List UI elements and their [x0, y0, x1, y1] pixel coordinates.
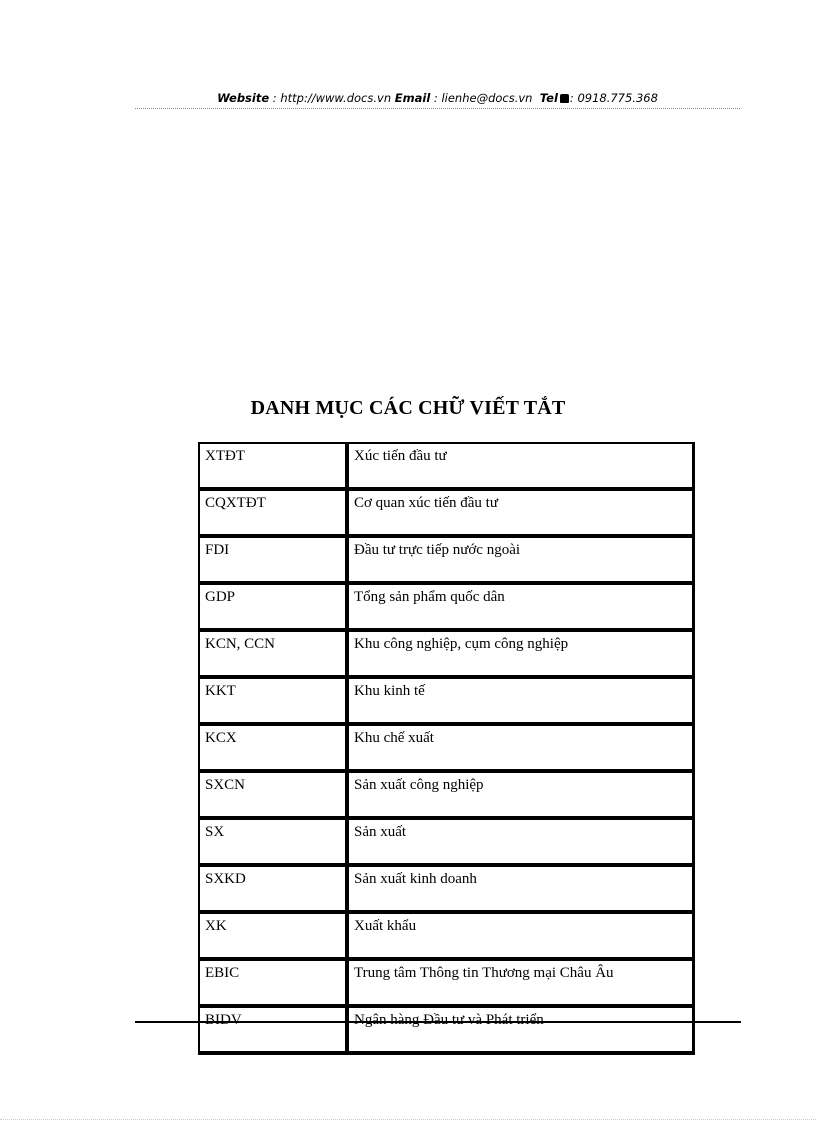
website-url: http://www.docs.vn — [280, 91, 392, 105]
abbreviation-meaning: Khu chế xuất — [348, 725, 694, 772]
table-row — [199, 537, 694, 584]
abbreviation-code: KCN, CCN — [199, 631, 348, 678]
website-separator: : — [269, 91, 281, 105]
abbreviation-table — [198, 442, 695, 1055]
page-header — [135, 88, 740, 109]
abbreviation-code: EBIC — [199, 960, 348, 1007]
abbreviation-code: XTĐT — [199, 443, 348, 490]
footer-rule — [135, 1021, 741, 1023]
email-separator: : — [430, 91, 442, 105]
abbreviation-meaning: Cơ quan xúc tiến đầu tư — [348, 490, 694, 537]
abbreviation-code: FDI — [199, 537, 348, 584]
tel-separator: : — [569, 91, 578, 105]
tel-label: Tel — [539, 91, 558, 105]
tel-value: 0918.775.368 — [577, 91, 658, 105]
abbreviation-meaning: Sản xuất công nghiệp — [348, 772, 694, 819]
table-row — [199, 584, 694, 631]
abbreviation-meaning: Ngân hàng Đầu tư và Phát triển — [348, 1007, 694, 1054]
abbreviation-meaning: Sản xuất — [348, 819, 694, 866]
table-row — [199, 443, 694, 490]
table-row — [199, 725, 694, 772]
abbreviation-code: GDP — [199, 584, 348, 631]
page-bottom-edge — [0, 1119, 816, 1120]
abbreviation-meaning: Khu công nghiệp, cụm công nghiệp — [348, 631, 694, 678]
abbreviation-meaning: Sản xuất kinh doanh — [348, 866, 694, 913]
abbreviation-code: BIDV — [199, 1007, 348, 1054]
email-label: Email — [394, 91, 431, 105]
table-row — [199, 960, 694, 1007]
table-row — [199, 913, 694, 960]
abbreviation-code: XK — [199, 913, 348, 960]
abbreviation-meaning: Tổng sản phẩm quốc dân — [348, 584, 694, 631]
website-label: Website — [217, 91, 270, 105]
table-row — [199, 819, 694, 866]
abbreviation-code: CQXTĐT — [199, 490, 348, 537]
abbreviation-code: KKT — [199, 678, 348, 725]
email-value: lienhe@docs.vn — [441, 91, 533, 105]
abbreviation-meaning: Xuất khẩu — [348, 913, 694, 960]
abbreviation-meaning: Đầu tư trực tiếp nước ngoài — [348, 537, 694, 584]
abbreviation-meaning: Trung tâm Thông tin Thương mại Châu Âu — [348, 960, 694, 1007]
abbreviation-code: KCX — [199, 725, 348, 772]
table-row — [199, 1007, 694, 1054]
table-row — [199, 631, 694, 678]
abbreviation-meaning: Khu kinh tế — [348, 678, 694, 725]
page-title: DANH MỤC CÁC CHỮ VIẾT TẮT — [250, 397, 566, 419]
table-row — [199, 866, 694, 913]
abbreviation-code: SXKD — [199, 866, 348, 913]
abbreviation-code: SXCN — [199, 772, 348, 819]
table-row — [199, 490, 694, 537]
abbreviation-meaning: Xúc tiến đầu tư — [348, 443, 694, 490]
phone-icon — [560, 94, 569, 103]
table-row — [199, 772, 694, 819]
table-row — [199, 678, 694, 725]
abbreviation-code: SX — [199, 819, 348, 866]
